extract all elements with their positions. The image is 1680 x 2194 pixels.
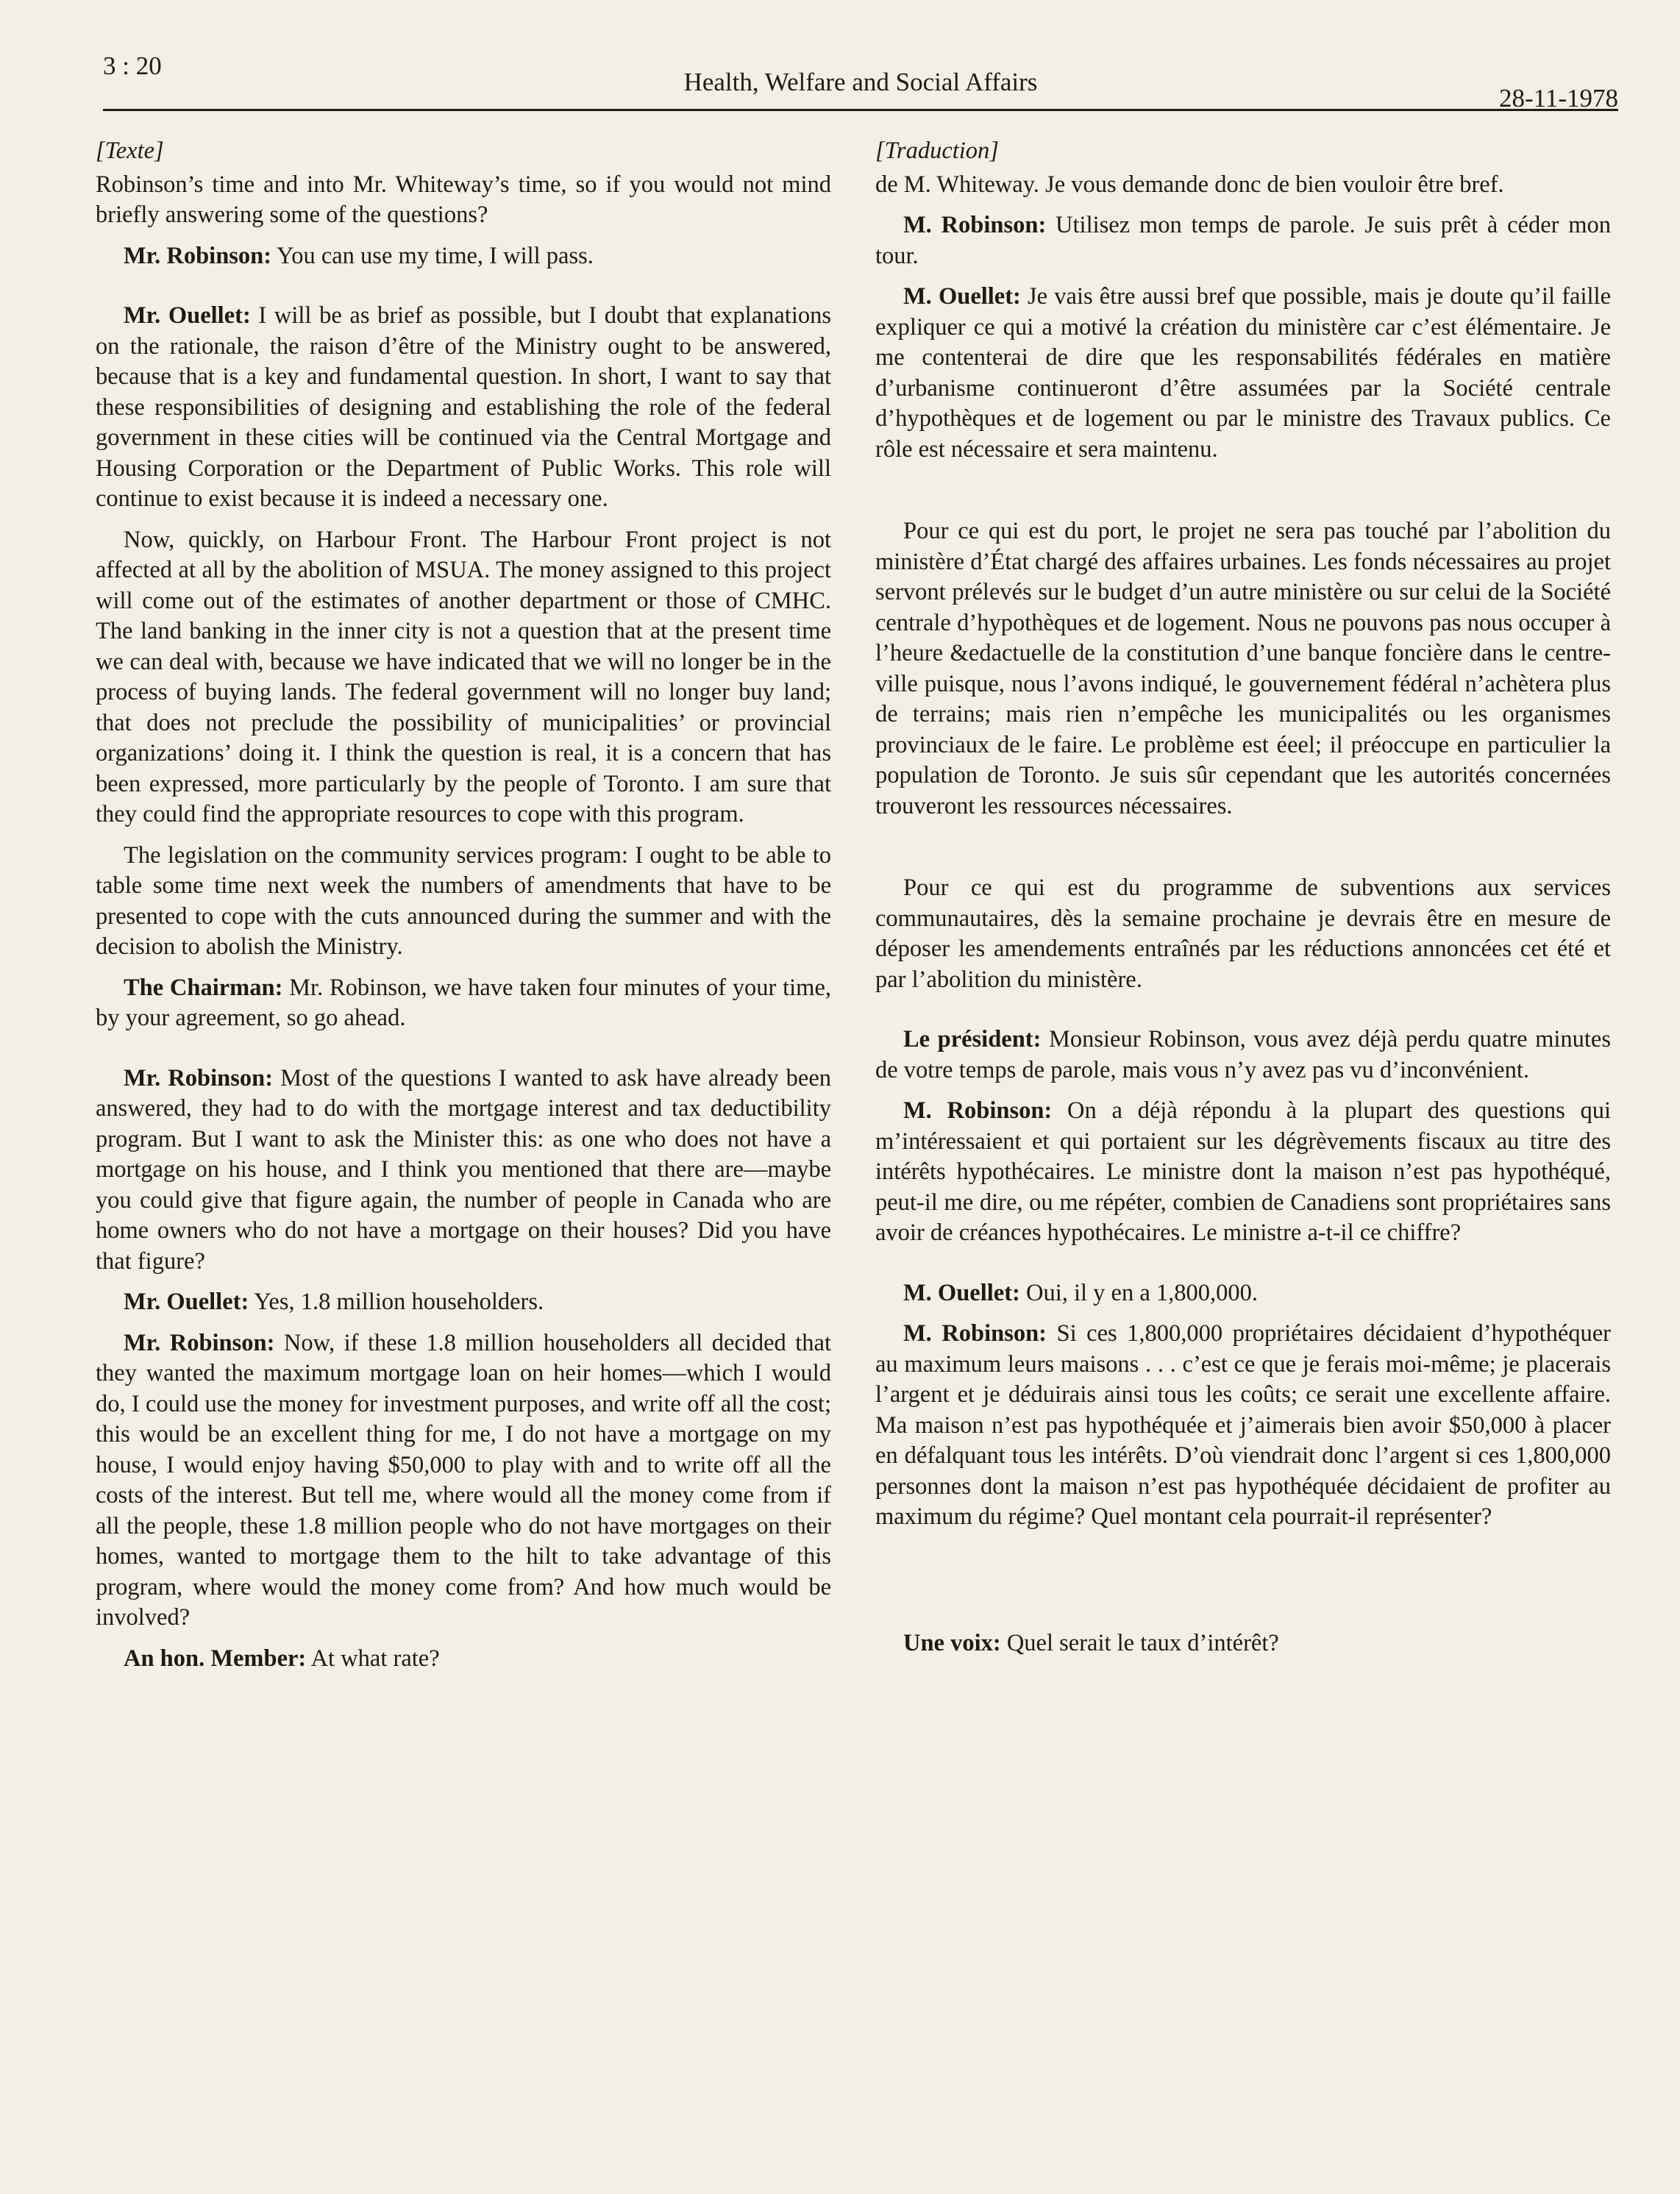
language-marker: [Texte] [96, 138, 164, 164]
paragraph-text: Robinson’s time and into Mr. Whiteway’s time, so if you would not mind briefly answering some of the questions? [96, 171, 831, 228]
speaker-label: Le président: [903, 1026, 1042, 1053]
paragraph [96, 170, 831, 231]
paragraph [875, 1628, 1611, 1659]
paragraph-text: The legislation on the community services program: I ought to be able to table some time next week the numbers of amendments that have to be presented to cope with the cuts announced during the summer and with the decision to abolish the Ministry. [96, 841, 831, 960]
speaker-label: M. Ouellet: [903, 1279, 1020, 1306]
paragraph [875, 170, 1611, 201]
paragraph [96, 1644, 831, 1675]
page-header [103, 51, 1618, 118]
paragraph [875, 1096, 1611, 1249]
speaker-label: M. Robinson: [903, 1097, 1053, 1124]
speaker-label: Une voix: [903, 1629, 1001, 1656]
speaker-label: Mr. Robinson: [124, 242, 272, 269]
speaker-label: An hon. Member: [124, 1645, 307, 1672]
paragraph-text: At what rate? [306, 1645, 440, 1672]
paragraph-text: I will be as brief as possible, but I doubt that explanations on the rationale, the raison d’être of the Ministry ought to be answered, because that is a key and fundamental question. In short, I want to say that these responsibilities of designing and establishing the role of the federal government in these cities will be continued via the Central Mortgage and Housing Corporation or the Department of Public Works. This role will continue to exist because it is indeed a necessary one. [96, 302, 831, 512]
french-column [875, 136, 1611, 1669]
paragraph [875, 873, 1611, 995]
paragraph-text: de M. Whiteway. Je vous demande donc de bien vouloir être bref. [875, 171, 1504, 198]
speaker-label: M. Robinson: [903, 1320, 1047, 1347]
paragraph-text: Oui, il y en a 1,800,000. [1019, 1279, 1259, 1306]
paragraph [96, 525, 831, 830]
paragraph-text: You can use my time, I will pass. [271, 242, 594, 269]
running-title: Health, Welfare and Social Affairs [683, 68, 1038, 96]
header-date: 28-11-1978 [1498, 84, 1618, 113]
paragraph-text: Monsieur Robinson, vous avez déjà perdu quatre minutes de votre temps de parole, mais vous n’y avez pas vu d’inconvénient. [875, 1026, 1611, 1083]
paragraph-text: Most of the questions I wanted to ask have already been answered, they had to do with the mortgage interest and tax deductibility program. But I want to ask the Minister this: as one who does not have a mortgage on his house, and I think you mentioned that there are—maybe you could give that figure again, the number of people in Canada who are home owners who do not have a mortgage on their houses? Did you have that figure? [96, 1064, 831, 1275]
english-column [96, 136, 831, 1684]
paragraph-text: Yes, 1.8 million householders. [249, 1289, 544, 1315]
speaker-label: Mr. Ouellet: [124, 1289, 249, 1315]
paragraph [96, 1287, 831, 1318]
page-number: 3 : 20 [103, 51, 162, 80]
speaker-label: M. Ouellet: [903, 283, 1021, 310]
paragraph [875, 1319, 1611, 1533]
paragraph-text: Si ces 1,800,000 propriétaires décidaient d’hypothéquer au maximum leurs maisons . . . c’est ce que je ferais moi-même; je placerais l’argent et je déduirais ainsi tous les coûts; ce serait une excellente affaire. Ma maison n’est pas hypothéquée et j’aimerais bien avoir $50,000 à placer en défalquant tous les intérêts. D’où viendrait donc l’argent si ces 1,800,000 personnes dont la maison n’est pas hypothéquée décidaient de profiter au maximum du régime? Quel montant cela pourrait-il représenter? [875, 1320, 1611, 1530]
paragraph [875, 516, 1611, 822]
paragraph-text: Quel serait le taux d’intérêt? [1000, 1629, 1279, 1656]
paragraph-text: Utilisez mon temps de parole. Je suis prêt à céder mon tour. [875, 212, 1612, 269]
paragraph-text: Je vais être aussi bref que possible, mais je doute qu’il faille expliquer ce qui a motivé la création du ministère car c’est élémentaire. Je me contenterai de dire que les responsabilités fédérales en matière d’urbanisme continueront d’être assumées par la Société centrale d’hypothèques et de logement ou par le ministre des Travaux publics. Ce rôle est nécessaire et sera maintenu. [875, 283, 1611, 463]
paragraph [96, 1328, 831, 1634]
paragraph [96, 1064, 831, 1278]
paragraph-text: Mr. Robinson, we have taken four minutes of your time, by your agreement, so go ahead. [96, 974, 831, 1031]
language-marker: [Traduction] [875, 138, 999, 164]
paragraph-text: Now, quickly, on Harbour Front. The Harbour Front project is not affected at all by the abolition of MSUA. The money assigned to this project will come out of the estimates of another department or those of CMHC. The land banking in the inner city is not a question that at the present time we can deal with, because we have indicated that we will no longer be in the process of buying lands. The federal government will no longer buy land; that does not preclude the possibility of municipalities’ or provincial organizations’ doing it. I think the question is real, it is a concern that has been expressed, more particularly by the people of Toronto. I am sure that they could find the appropriate resources to cope with this program. [96, 526, 831, 827]
header-rule [103, 109, 1618, 111]
paragraph [875, 210, 1611, 271]
paragraph [875, 282, 1611, 465]
paragraph-text: On a déjà répondu à la plupart des questions qui m’intéressaient et qui portaient sur les dégrèvements fiscaux au titre des intérêts hypothécaires. Le ministre dont la maison n’est pas hypothéqué, peut-il me dire, ou me répéter, combien de Canadiens sont propriétaires sans avoir de créances hypothécaires. Le ministre a-t-il ce chiffre? [875, 1097, 1612, 1246]
speaker-label: Mr. Robinson: [124, 1064, 274, 1091]
paragraph [96, 973, 831, 1034]
speaker-label: M. Robinson: [903, 212, 1047, 238]
paragraph-text: Pour ce qui est du port, le projet ne sera pas touché par l’abolition du ministère d’État chargé des affaires urbaines. Les fonds nécessaires au projet servont prélevés sur le budget d’un autre ministère ou sur celui de la Société centrale d’hypothèques et de logement. Nous ne pouvons pas nous occuper à l’heure &edactuelle de la constitution d’une banque foncière dans le centre-ville puisque, nous l’avons indiqué, le gouvernement fédéral n’achètera plus de terrains; mais rien n’empêche les municipalités ou les organismes provinciaux de le faire. Le problème est éeel; il préoccupe en particulier la population de Toronto. Je suis sûr cependant que les autorités concernées trouveront les ressources nécessaires. [875, 518, 1611, 819]
paragraph [875, 1278, 1611, 1309]
paragraph [96, 301, 831, 515]
paragraph-text: Pour ce qui est du programme de subventions aux services communautaires, dès la semaine prochaine je devrais être en mesure de déposer les amendements entraînés par les réductions annoncées cet été et par l’abolition du ministère. [875, 875, 1611, 993]
speaker-label: The Chairman: [124, 974, 283, 1001]
speaker-label: Mr. Robinson: [124, 1329, 275, 1356]
paragraph [875, 1025, 1611, 1086]
paragraph-text: Now, if these 1.8 million householders all decided that they wanted the maximum mortgage loan on heir homes—which I would do, I could use the money for investment purposes, and write off all the cost; this would be an excellent thing for me, I do not have a mortgage on my house, I would enjoy having $50,000 to play with and to write off all the costs of the interest. But tell me, where would all the money come from if all the people, these 1.8 million people who do not have mortgages on their homes, wanted to mortgage them to the hilt to take advantage of this program, where would the money come from? And how much would be involved? [96, 1329, 831, 1631]
speaker-label: Mr. Ouellet: [124, 302, 251, 329]
paragraph [96, 841, 831, 963]
paragraph [96, 241, 831, 272]
